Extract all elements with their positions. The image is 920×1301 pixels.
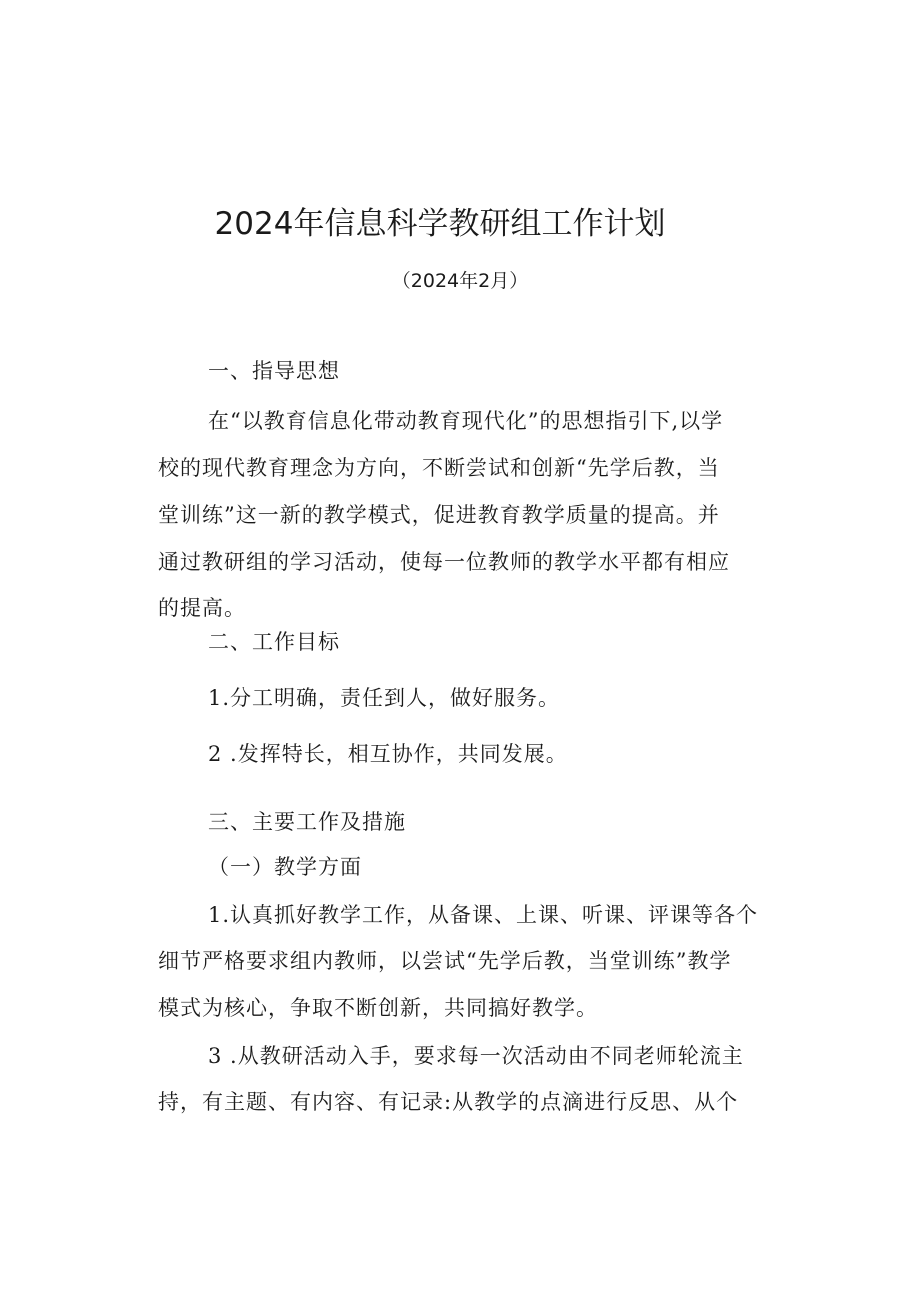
paragraph-line: 的提高。 [158, 596, 246, 620]
section-heading-guiding-ideology: 一、指导思想 [208, 359, 340, 383]
paragraph-line: 校的现代教育理念为方向，不断尝试和创新“先学后教，当 [158, 456, 720, 480]
section-heading-work-goals: 二、工作目标 [208, 630, 340, 654]
list-item: 2 .发挥特长，相互协作，共同发展。 [208, 742, 568, 766]
paragraph-line: 持，有主题、有内容、有记录:从教学的点滴进行反思、从个 [158, 1090, 739, 1114]
paragraph-line: 在“以教育信息化带动教育现代化”的思想指引下,以学 [208, 409, 724, 433]
list-item: 1.分工明确，责任到人，做好服务。 [208, 686, 561, 710]
paragraph-line: 通过教研组的学习活动，使每一位教师的教学水平都有相应 [158, 550, 730, 574]
paragraph-line: 堂训练”这一新的教学模式，促进教育教学质量的提高。并 [158, 503, 720, 527]
list-item: 1.认真抓好教学工作，从备课、上课、听课、评课等各个 [208, 903, 759, 927]
paragraph-line: 模式为核心，争取不断创新，共同搞好教学。 [158, 996, 598, 1020]
subsection-heading-teaching: （一）教学方面 [208, 855, 362, 879]
paragraph-line: 细节严格要求组内教师，以尝试“先学后教，当堂训练”教学 [158, 949, 732, 973]
document-title: 2024年信息科学教研组工作计划 [214, 206, 666, 242]
document-date: （2024年2月） [391, 270, 529, 292]
list-item: 3 .从教研活动入手，要求每一次活动由不同老师轮流主 [208, 1044, 744, 1068]
section-heading-main-work: 三、主要工作及措施 [208, 810, 406, 834]
